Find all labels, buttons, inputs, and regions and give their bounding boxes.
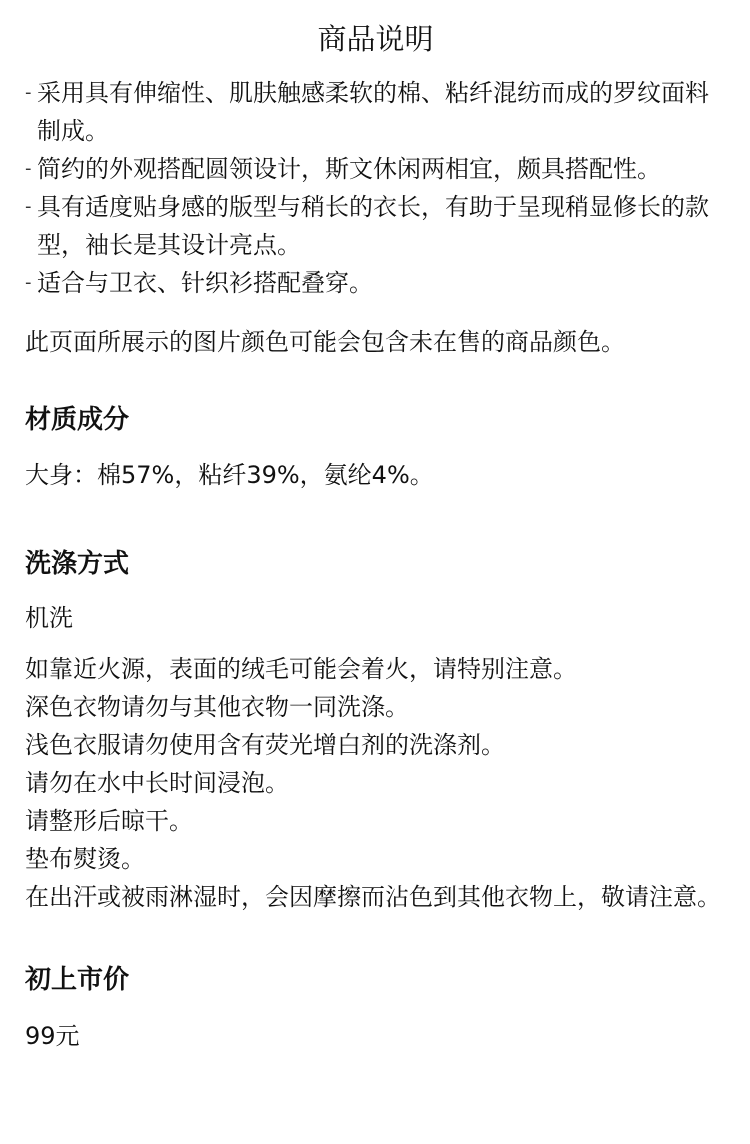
wash-note: 请整形后晾干。 <box>25 807 193 835</box>
wash-notes <box>25 650 726 916</box>
feature-list <box>25 74 726 302</box>
feature-item <box>25 264 726 302</box>
feature-text: 简约的外观搭配圆领设计，斯文休闲两相宜，颇具搭配性。 <box>37 155 661 183</box>
bullet-dash: - <box>25 158 32 179</box>
feature-text: 采用具有伸缩性、肌肤触感柔软的棉、粘纤混纺而成的罗纹面料制成。 <box>37 79 709 145</box>
wash-method: 机洗 <box>25 604 73 632</box>
feature-item <box>25 74 726 150</box>
bullet-dash: - <box>25 82 32 103</box>
color-disclaimer: 此页面所展示的图片颜色可能会包含未在售的商品颜色。 <box>25 328 625 356</box>
feature-item <box>25 150 726 188</box>
wash-note: 如靠近火源，表面的绒毛可能会着火，请特别注意。 <box>25 655 577 683</box>
feature-text: 适合与卫衣、针织衫搭配叠穿。 <box>37 269 373 297</box>
bullet-dash: - <box>25 196 32 217</box>
bullet-dash: - <box>25 272 32 293</box>
wash-note: 垫布熨烫。 <box>25 845 145 873</box>
wash-note: 在出汗或被雨淋湿时，会因摩擦而沾色到其他衣物上，敬请注意。 <box>25 883 721 911</box>
wash-note: 请勿在水中长时间浸泡。 <box>25 769 289 797</box>
price-value: 99元 <box>25 1022 80 1050</box>
wash-heading: 洗涤方式 <box>25 549 130 579</box>
wash-note: 深色衣物请勿与其他衣物一同洗涤。 <box>25 693 409 721</box>
page-title: 商品说明 <box>317 22 434 56</box>
wash-note: 浅色衣服请勿使用含有荧光增白剂的洗涤剂。 <box>25 731 505 759</box>
feature-item <box>25 188 726 264</box>
feature-text: 具有适度贴身感的版型与稍长的衣长，有助于呈现稍显修长的款型，袖长是其设计亮点。 <box>37 193 709 259</box>
material-text: 大身：棉57%，粘纤39%，氨纶4%。 <box>25 461 434 489</box>
material-heading: 材质成分 <box>25 405 130 435</box>
price-heading: 初上市价 <box>25 965 130 995</box>
